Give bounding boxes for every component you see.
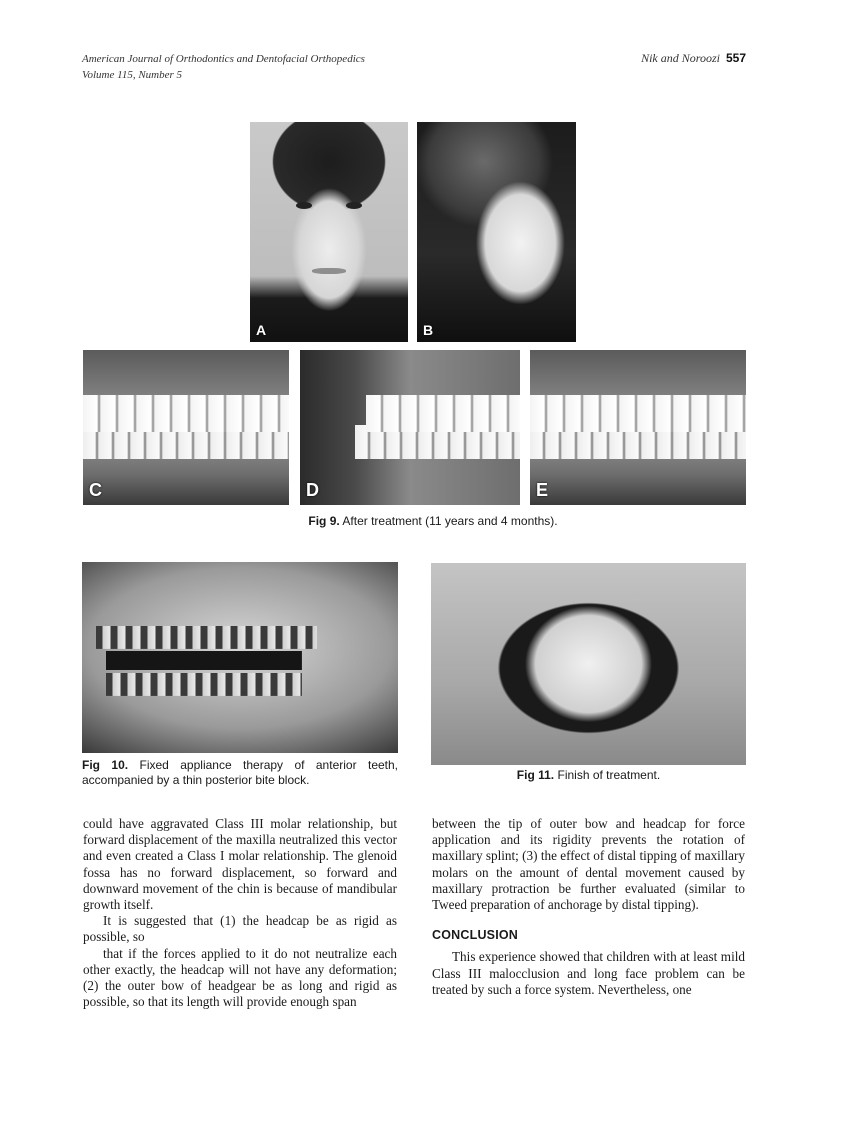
journal-title: American Journal of Orthodontics and Dentofacial Orthopedics [82, 53, 365, 65]
panel-label: C [89, 480, 102, 500]
fig9-panel-e-intraoral-photo [530, 350, 746, 505]
fig9-caption [0, 514, 866, 529]
running-header-right [641, 51, 746, 66]
paragraph: between the tip of outer bow and headcap for force application and its rigidity prevents the rotation of maxillary splint; (3) the effect of distal tipping of maxillary molars on the amount of dental movement caused by maxillary protraction be further evaluated (similar to Tweed preparation of anchorage by distal tipping). [432, 816, 745, 913]
eye-shape [346, 202, 362, 209]
section-heading-conclusion: CONCLUSION [432, 928, 519, 943]
fig11-caption-label: Fig 11. [516, 768, 555, 782]
fig10-braces-photo [82, 562, 398, 753]
panel-label: D [306, 480, 319, 500]
panel-label: A [256, 322, 267, 338]
fig11-finish-photo [431, 563, 746, 765]
running-header-journal [82, 51, 365, 83]
panel-label: E [536, 480, 549, 500]
panel-label: B [423, 322, 434, 338]
fig9-panel-d-intraoral-photo [300, 350, 520, 505]
fig10-caption [82, 758, 398, 788]
author-names: Nik and Noroozi [641, 51, 720, 65]
fig9-caption-label: Fig 9. [308, 514, 340, 528]
fig9-panel-b-profile-photo [417, 122, 576, 342]
eye-shape [296, 202, 312, 209]
paragraph: This experience showed that children with at least mild Class III malocclusion and long face problem can be treated by such a force system. Nevertheless, one [432, 949, 745, 997]
fig9-panel-c-intraoral-photo [83, 350, 289, 505]
journal-volume: Volume 115, Number 5 [82, 69, 183, 81]
body-column-right [432, 816, 745, 998]
fig11-caption-text: Finish of treatment. [554, 768, 661, 782]
body-column-left [83, 816, 397, 1010]
paragraph: that if the forces applied to it do not neutralize each other exactly, the headcap will not have any deformation; (2) the outer bow of headgear be as long and rigid as possible, so that its length will provide enough span [83, 945, 397, 1010]
fig9-panel-a-frontal-photo [250, 122, 408, 342]
mouth-shape [312, 268, 346, 274]
page-number: 557 [725, 51, 746, 65]
fig10-caption-label: Fig 10. [82, 758, 129, 772]
fig10-caption-text: Fixed appliance therapy of anterior teeth, accompanied by a thin posterior bite block. [82, 758, 399, 787]
paragraph: could have aggravated Class III molar relationship, but forward displacement of the maxilla neutralized this vector and even created a Class I molar relationship. The glenoid fossa has no forward displacement, so forward and downward movement of the chin is because of mandibular growth itself. [83, 816, 397, 913]
fig9-caption-text: After treatment (11 years and 4 months). [339, 514, 558, 528]
paragraph: It is suggested that (1) the headcap be as rigid as possible, so [83, 913, 397, 945]
fig11-caption [431, 768, 746, 783]
